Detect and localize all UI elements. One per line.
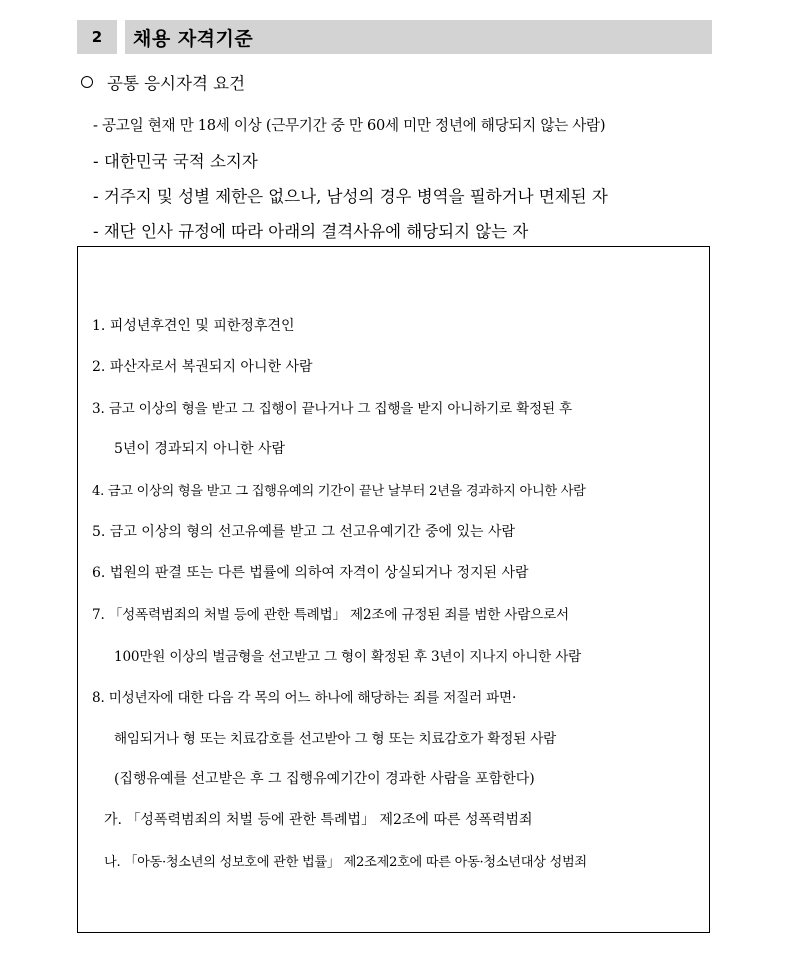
- section-divider: [117, 20, 125, 54]
- circle-bullet-icon: [81, 76, 93, 88]
- disqualification-item-8: 8. 미성년자에 대한 다음 각 목의 어느 하나에 해당하는 죄를 저질러 파면·: [92, 690, 517, 706]
- requirement-item-age: - 공고일 현재 만 18세 이상 (근무기간 중 만 60세 미만 정년에 해당되지 않는 사람): [93, 117, 606, 134]
- requirement-item-nationality: - 대한민국 국적 소지자: [93, 151, 258, 171]
- disqualification-item-3: 3. 금고 이상의 형을 받고 그 집행이 끝나거나 그 집행을 받지 아니하기로 확정된 후: [92, 401, 572, 417]
- disqualification-item-1: 1. 피성년후견인 및 피한정후견인: [92, 318, 295, 334]
- section-header: [77, 20, 712, 54]
- disqualification-item-7-cont: 100만원 이상의 벌금형을 선고받고 그 형이 확정된 후 3년이 지나지 아니한 사람: [114, 649, 582, 665]
- disqualification-item-3-cont: 5년이 경과되지 아니한 사람: [114, 441, 286, 457]
- disqualification-box: [77, 246, 710, 933]
- requirement-item-residence: - 거주지 및 성별 제한은 없으나, 남성의 경우 병역을 필하거나 면제된 자: [93, 186, 608, 206]
- subsection-heading: [77, 70, 245, 94]
- disqualification-item-5: 5. 금고 이상의 형의 선고유예를 받고 그 선고유예기간 중에 있는 사람: [92, 524, 516, 540]
- disqualification-subitem-na: 나. 「아동·청소년의 성보호에 관한 법률」 제2조제2호에 따른 아동·청소년대상 성범죄: [104, 855, 587, 870]
- disqualification-item-8-cont: 해임되거나 형 또는 치료감호를 선고받아 그 형 또는 치료감호가 확정된 사람: [114, 731, 557, 747]
- disqualification-item-7: 7. 「성폭력범죄의 처벌 등에 관한 특례법」 제2조에 규정된 죄를 범한 사람으로서: [92, 607, 569, 623]
- disqualification-subitem-ga: 가. 「성폭력범죄의 처벌 등에 관한 특례법」 제2조에 따른 성폭력범죄: [104, 812, 533, 828]
- disqualification-item-6: 6. 법원의 판결 또는 다른 법률에 의하여 자격이 상실되거나 정지된 사람: [92, 565, 529, 581]
- disqualification-item-8-note: (집행유예를 선고받은 후 그 집행유예기간이 경과한 사람을 포함한다): [114, 771, 535, 787]
- section-number: 2: [77, 20, 117, 54]
- requirement-item-regulation: - 재단 인사 규정에 따라 아래의 결격사유에 해당되지 않는 자: [93, 221, 529, 241]
- subsection-title: 공통 응시자격 요건: [107, 74, 246, 93]
- disqualification-item-2: 2. 파산자로서 복권되지 아니한 사람: [92, 359, 313, 375]
- disqualification-item-4: 4. 금고 이상의 형을 받고 그 집행유예의 기간이 끝난 날부터 2년을 경과하지 아니한 사람: [92, 484, 586, 499]
- section-title: 채용 자격기준: [125, 20, 712, 54]
- requirement-list: [93, 107, 723, 247]
